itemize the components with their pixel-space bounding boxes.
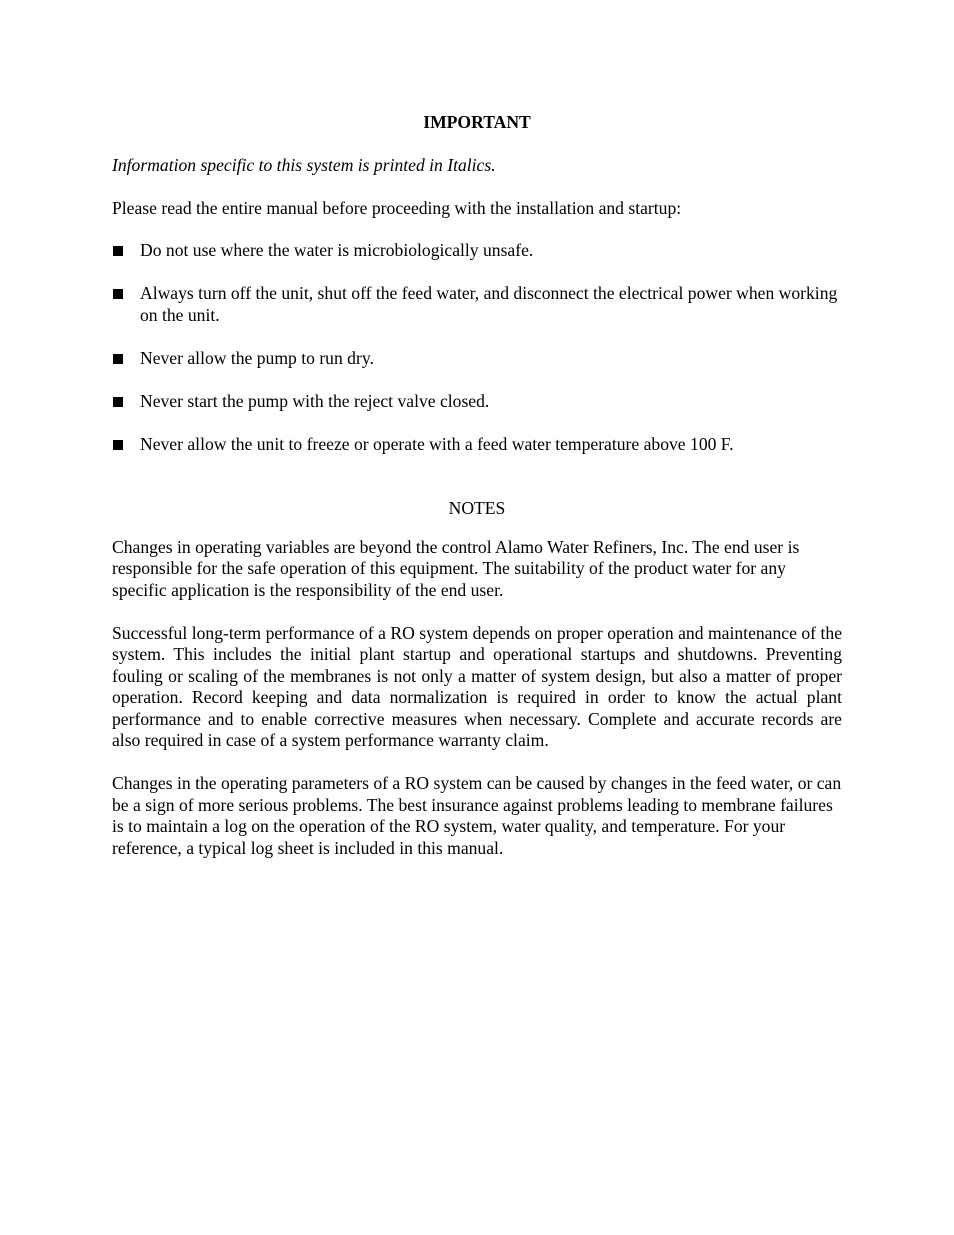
warning-item [112,283,842,326]
italic-note: Information specific to this system is printed in Italics. [112,155,496,175]
warnings-list [112,240,842,455]
important-heading: IMPORTANT [423,112,531,132]
notes-paragraph: Changes in the operating parameters of a RO system can be caused by changes in the feed water, or can be a sign of more serious problems. The best insurance against problems leading to membrane failures is to maintain a log on the operation of the RO system, water quality, and temperature. For your reference, a typical log sheet is included in this manual. [112,773,842,858]
page-content [112,112,842,859]
warning-text: Never allow the unit to freeze or operate with a feed water temperature above 100 F. [140,433,734,454]
square-bullet-icon [113,354,123,364]
warning-item [112,391,842,413]
notes-paragraph: Successful long-term performance of a RO system depends on proper operation and maintenance of the system. This includes the initial plant startup and operational startups and shutdowns. Preventing fouling or scaling of the membranes is not only a matter of system design, but also a matter of proper operation. Record keeping and data normalization is required in order to know the actual plant performance and to enable corrective measures when necessary. Complete and accurate records are also required in case of a system performance warranty claim. [112,622,842,750]
intro-text: Please read the entire manual before proceeding with the installation and startup: [112,197,682,218]
square-bullet-icon [113,246,123,256]
warning-item [112,348,842,370]
warning-text: Never allow the pump to run dry. [140,347,374,368]
square-bullet-icon [113,289,123,299]
notes-heading: NOTES [448,498,506,518]
warning-item [112,434,842,456]
notes-paragraph: Changes in operating variables are beyond the control Alamo Water Refiners, Inc. The end user is responsible for the safe operation of this equipment. The suitability of the product water for any specific application is the responsibility of the end user. [112,536,800,600]
warning-text: Do not use where the water is microbiologically unsafe. [140,240,534,260]
warning-text: Always turn off the unit, shut off the feed water, and disconnect the electrical power when working on the unit. [140,283,838,325]
square-bullet-icon [113,397,123,407]
square-bullet-icon [113,440,123,450]
warning-item [112,240,842,262]
warning-text: Never start the pump with the reject valve closed. [140,390,490,411]
